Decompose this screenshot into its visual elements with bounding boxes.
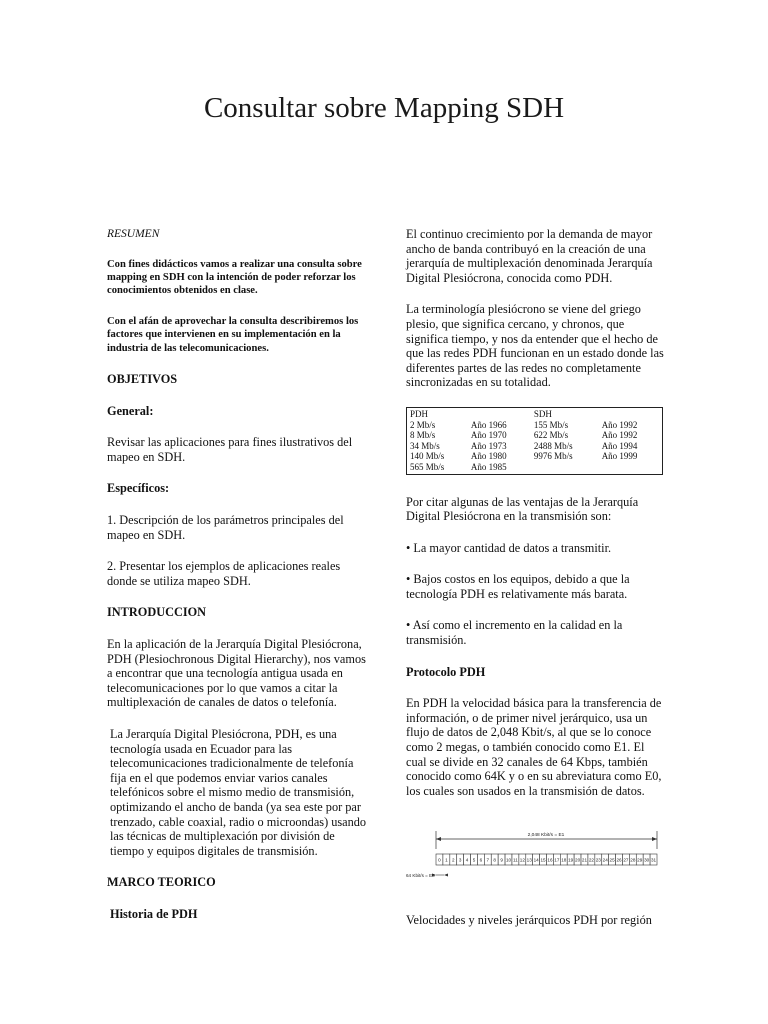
right-column xyxy=(406,227,664,928)
timeslot-label: 24 xyxy=(602,857,608,863)
table-cell: Año 1966 xyxy=(470,419,507,430)
table-row xyxy=(407,430,663,441)
timeslot-label: 18 xyxy=(561,857,567,863)
table-row xyxy=(407,441,663,452)
timeslot-label: 20 xyxy=(575,857,581,863)
table-cell: 34 Mb/s xyxy=(410,440,440,451)
table-cell: 2 Mb/s xyxy=(410,419,436,430)
timeslot-label: 19 xyxy=(568,857,574,863)
document-title: Consultar sobre Mapping SDH xyxy=(203,92,565,124)
table-header-pdh: PDH xyxy=(410,408,429,419)
table-cell xyxy=(599,462,663,474)
protocolo-paragraph: En PDH la velocidad básica para la transferencia de información, o de primer nivel jerárquico, usa un flujo de datos de 2,048 Kbit/s, al que se lo conoce como 2 megas, o también conocido como E1. El cual se divide en 32 canales de 64 Kbps, también conocido como 64K y o en su abreviatura como E0, los cuales son usados en la transmisión de datos. xyxy=(406,696,662,798)
table-cell: Año 1985 xyxy=(470,461,507,472)
timeslot-label: 16 xyxy=(547,857,553,863)
figure-caption: Velocidades y niveles jerárquicos PDH por región xyxy=(406,913,652,928)
intro-paragraph-1: En la aplicación de la Jerarquía Digital Plesiócrona, PDH (Plesiochronous Digital Hierarchy), nos vamos a encontrar que una tecnología antigua usada en telecomunicaciones por lo que vamos a citar la multiplexación de canales de datos o telefonía. xyxy=(107,636,366,710)
timeslot-label: 10 xyxy=(505,857,512,863)
timeslot-label: 28 xyxy=(630,857,636,863)
table-cell: 622 Mb/s xyxy=(533,430,569,441)
table-cell: Año 1973 xyxy=(470,440,507,451)
resumen-paragraph-2: Con el afán de aprovechar la consulta describiremos los factores que intervienen en su implementación en la industria de las telecomunicaciones. xyxy=(107,315,359,354)
timeslot-label: 22 xyxy=(588,857,594,863)
timeslot-label: 25 xyxy=(609,857,615,863)
timeslot-row xyxy=(436,854,657,865)
pdh-intro-paragraph: El continuo crecimiento por la demanda de mayor ancho de banda contribuyó en la creación de una jerarquía de multiplexación denominada Jerarquía Digital Plesiócrona, conocida como PDH. xyxy=(406,227,653,285)
general-text: Revisar las aplicaciones para fines ilustrativos del mapeo en SDH. xyxy=(107,435,353,464)
plesiocrono-paragraph: La terminología plesiócrono se viene del griego plesio, que significa cercano, y chronos, que significa tiempo, y nos da entender que el hecho de que las redes PDH funcionan en un estado donde las diferentes partes de las redes no completamente sincronizadas en su totalidad. xyxy=(406,302,664,390)
resumen-label: RESUMEN xyxy=(107,228,160,240)
e1-arrow-left xyxy=(436,837,441,841)
intro-paragraph-2: La Jerarquía Digital Plesiócrona, PDH, es una tecnología usada en Ecuador para las telecomunicaciones tradicionalmente de telefonía fija en el que podemos enviar varios canales telefónicos sobre el mismo medio de transmisión, optimizando el ancho de banda (ya sea este por par trenzado, cable coaxial, radio o microondas) usando las técnicas de multiplexación por división de tiempo y equipos digitales de transmisión. xyxy=(110,726,367,858)
especificos-heading: Específicos: xyxy=(107,481,170,496)
objetivos-heading: OBJETIVOS xyxy=(107,372,178,387)
e1-frame-svg xyxy=(406,815,664,905)
table-cell: Año 1980 xyxy=(470,451,507,462)
ventaja-bullet-3: • Así como el incremento en la calidad en la transmisión. xyxy=(406,618,623,648)
timeslot-label: 26 xyxy=(616,857,622,863)
table-row xyxy=(407,407,663,419)
general-heading: General: xyxy=(107,403,154,418)
timeslot-label: 6 xyxy=(479,857,483,863)
table-cell: 8 Mb/s xyxy=(410,430,436,441)
introduccion-heading: INTRODUCCION xyxy=(107,605,207,620)
timeslot-label: 27 xyxy=(623,857,629,863)
timeslot-label: 12 xyxy=(519,857,525,863)
table-cell: Año 1992 xyxy=(601,419,638,430)
marco-teorico-heading: MARCO TEORICO xyxy=(107,875,216,890)
e0-arrow-right xyxy=(444,874,448,877)
timeslot-label: 31 xyxy=(650,857,657,863)
timeslot-label: 8 xyxy=(493,857,496,863)
timeslot-label: 3 xyxy=(458,857,462,863)
timeslot-label: 17 xyxy=(554,857,560,863)
timeslot-label: 23 xyxy=(595,857,601,863)
table-row xyxy=(407,462,663,474)
table-row xyxy=(407,420,663,431)
historia-pdh-heading: Historia de PDH xyxy=(110,906,198,921)
resumen-paragraph-1: Con fines didácticos vamos a realizar una consulta sobre mapping en SDH con la intención de poder reforzar los conocimientos obtenidos en clase. xyxy=(107,258,362,297)
timeslot-label: 30 xyxy=(644,857,650,863)
ventaja-bullet-1: • La mayor cantidad de datos a transmitir. xyxy=(406,540,612,555)
timeslot-label: 11 xyxy=(513,857,518,863)
timeslot-label: 13 xyxy=(526,857,532,863)
left-column xyxy=(107,227,369,938)
table-cell: Año 1970 xyxy=(470,430,507,441)
e1-label: 2,048 Kbit/s = E1 xyxy=(527,833,565,839)
table-cell: Año 1999 xyxy=(601,451,638,462)
ventaja-bullet-2: • Bajos costos en los equipos, debido a que la tecnología PDH es relativamente más barata. xyxy=(406,572,630,601)
table-header-sdh: SDH xyxy=(533,408,552,419)
timeslot-label: 21 xyxy=(581,857,588,863)
timeslot-label: 0 xyxy=(438,857,441,863)
especifico-1: 1. Descripción de los parámetros principales del mapeo en SDH. xyxy=(107,513,344,542)
timeslot-label: 9 xyxy=(500,857,503,863)
ventajas-intro: Por citar algunas de las ventajas de la Jerarquía Digital Plesiócrona en la transmisión son: xyxy=(406,494,639,524)
table-row xyxy=(407,451,663,462)
table-cell: 565 Mb/s xyxy=(410,461,445,472)
especifico-2: 2. Presentar los ejemplos de aplicaciones reales donde se utiliza mapeo SDH. xyxy=(107,559,341,588)
timeslot-label: 1 xyxy=(445,857,448,863)
table-cell: 140 Mb/s xyxy=(410,451,445,462)
timeslot-label: 15 xyxy=(540,857,546,863)
timeslot-label: 7 xyxy=(486,857,490,863)
table-cell: Año 1992 xyxy=(601,430,638,441)
timeslot-label: 5 xyxy=(472,857,476,863)
table-cell: Año 1994 xyxy=(601,440,638,451)
e1-arrow-right xyxy=(652,837,657,841)
timeslot-label: 14 xyxy=(533,857,539,863)
table-cell: 9976 Mb/s xyxy=(533,451,573,462)
table-cell: 2488 Mb/s xyxy=(533,440,573,451)
e1-frame-diagram xyxy=(406,815,664,905)
pdh-sdh-table xyxy=(406,407,663,475)
table-cell xyxy=(531,462,599,474)
table-cell: 155 Mb/s xyxy=(533,419,569,430)
protocolo-pdh-heading: Protocolo PDH xyxy=(406,664,486,679)
timeslot-label: 29 xyxy=(637,857,643,863)
timeslot-label: 4 xyxy=(465,857,469,863)
e0-label: 64 Kbit/s = E0 xyxy=(406,873,435,879)
timeslot-label: 2 xyxy=(451,857,455,863)
